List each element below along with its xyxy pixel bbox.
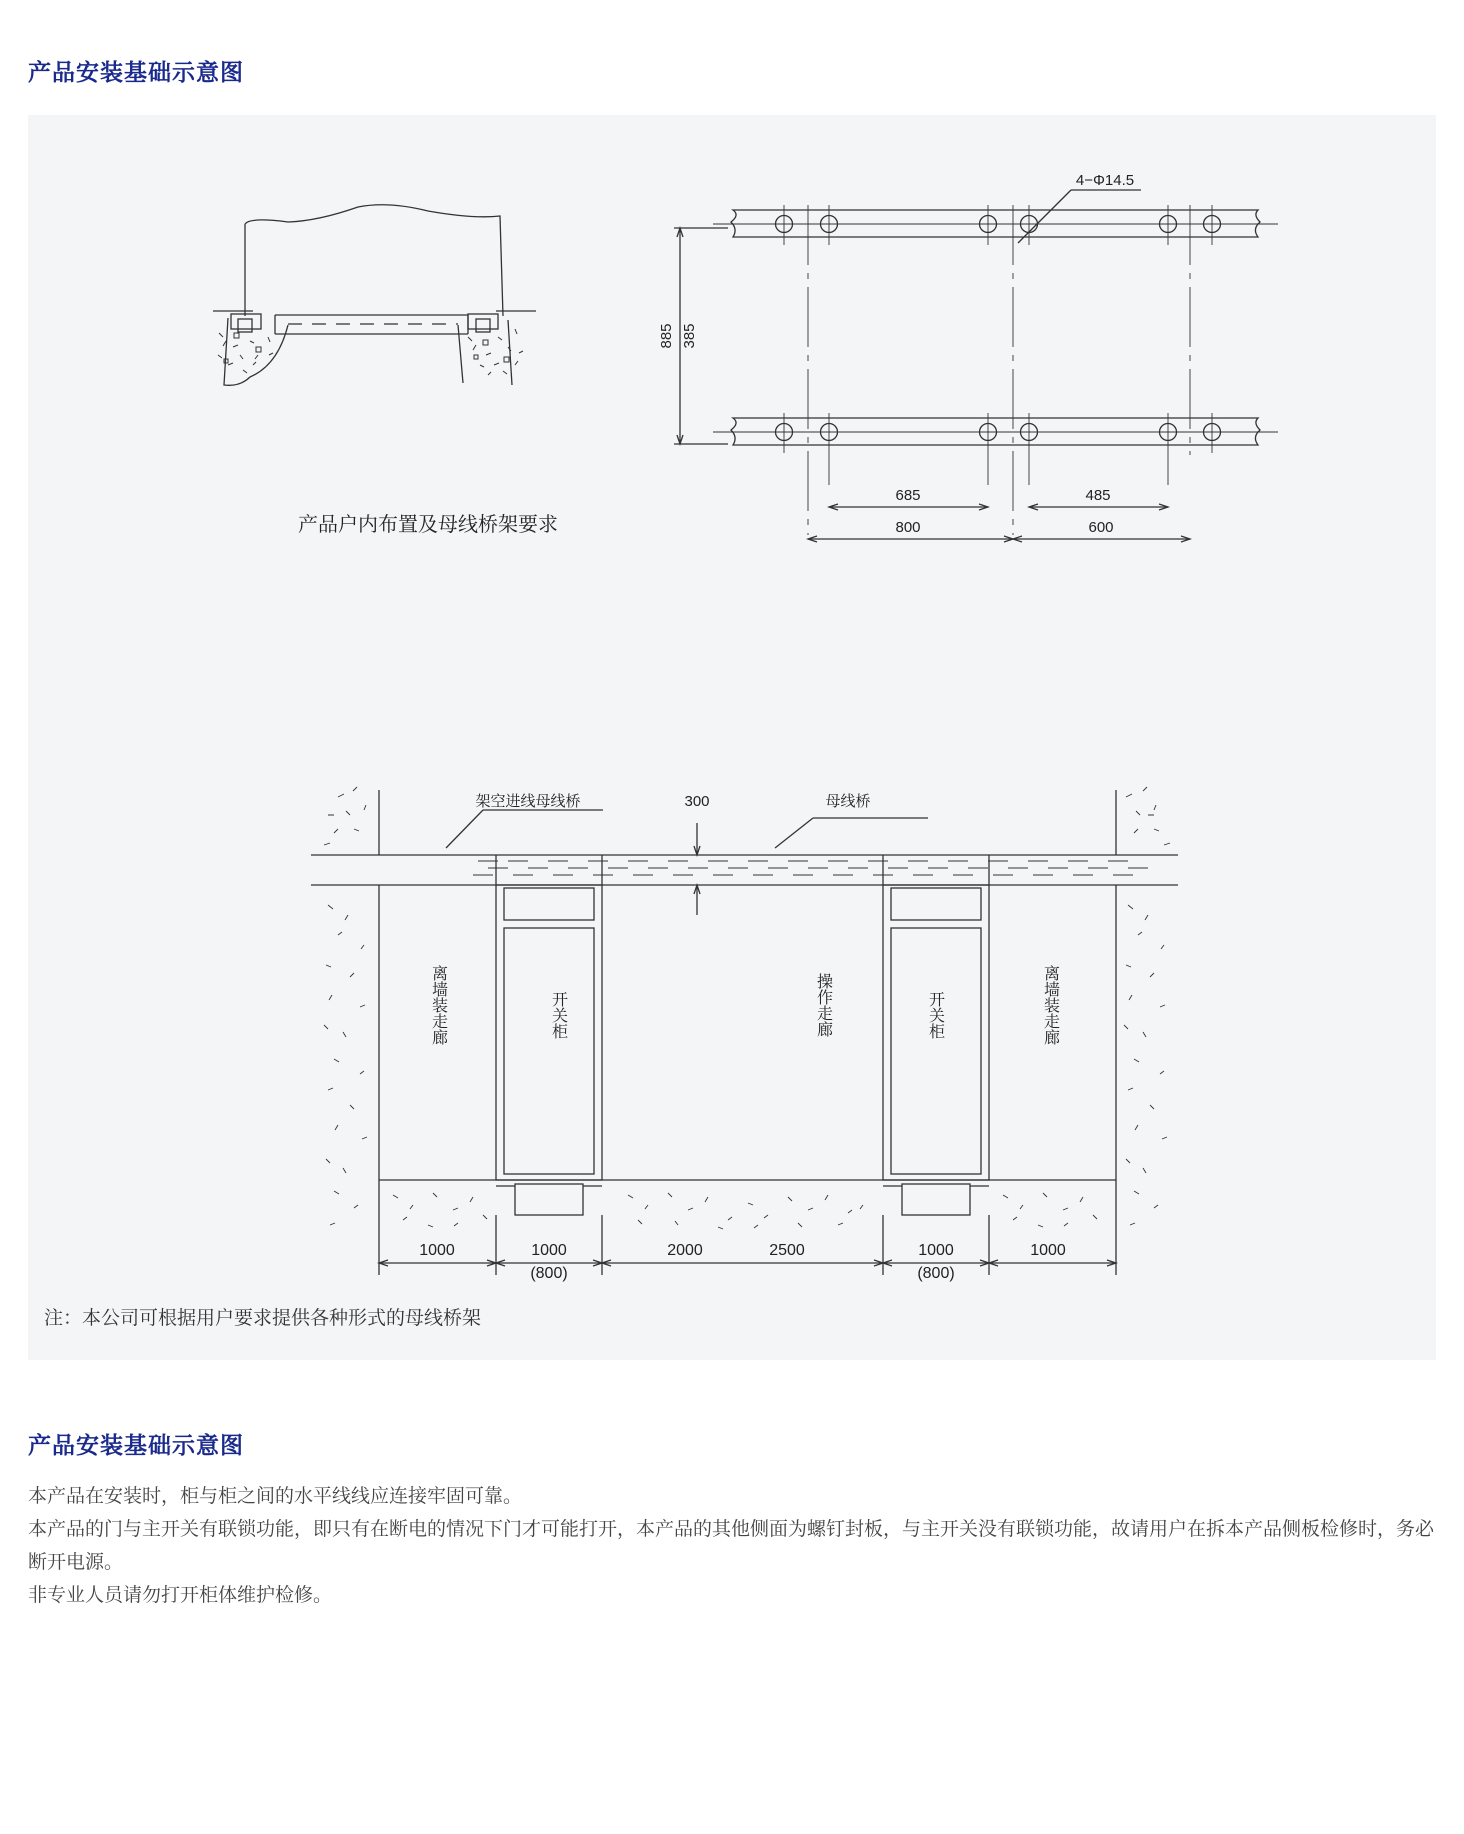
diagram-panel <box>28 115 1436 1360</box>
hole-spec-label: 4−Φ14.5 <box>1075 172 1135 189</box>
dim-bottom-2-alt: (800) <box>530 1265 568 1282</box>
section-title-2: 产品安装基础示意图 <box>28 1432 244 1458</box>
busbar-bridge-label: 母线桥 <box>825 793 871 810</box>
dim-685: 685 <box>895 487 921 504</box>
dim-300: 300 <box>684 793 710 810</box>
operation-corridor: 操作走廊 <box>814 973 832 1037</box>
overhead-bridge-label: 架空进线母线桥 <box>475 793 581 810</box>
dim-bottom-2: 1000 <box>531 1242 567 1259</box>
dim-600: 600 <box>1088 519 1114 536</box>
dim-800: 800 <box>895 519 921 536</box>
dim-bottom-5-alt: (800) <box>917 1265 955 1282</box>
diagram1-caption: 产品户内布置及母线桥架要求 <box>298 514 558 536</box>
section-title-1: 产品安装基础示意图 <box>28 59 244 85</box>
installation-notes <box>28 1480 1438 1612</box>
gravel-hatch-right <box>468 329 523 375</box>
dim-bottom-4: 2500 <box>769 1242 805 1259</box>
wall-corridor-right: 离墙装走廊 <box>1041 965 1059 1045</box>
dim-bottom-6: 1000 <box>1030 1242 1066 1259</box>
installation-diagrams <box>28 115 1436 1360</box>
dim-bottom-1: 1000 <box>419 1242 455 1259</box>
busbar-rails-plan <box>674 190 1278 542</box>
wall-corridor-left: 离墙装走廊 <box>429 965 447 1045</box>
paragraph-2: 本产品的门与主开关有联锁功能，即只有在断电的情况下门才可能打开，本产品的其他侧面为螺钉封板，与主开关没有联锁功能，故请用户在拆本产品侧板检修时，务必断开电源。 <box>28 1519 1435 1573</box>
dim-bottom-3: 2000 <box>667 1242 703 1259</box>
diagram-note: 注：本公司可根据用户要求提供各种形式的母线桥架 <box>44 1308 482 1329</box>
switch-cabinet-right: 开关柜 <box>926 991 944 1039</box>
cabinet-foundation-drawing <box>213 205 536 386</box>
dim-385: 385 <box>681 323 698 349</box>
paragraph-3: 非专业人员请勿打开柜体维护检修。 <box>28 1585 333 1606</box>
switch-cabinet-left: 开关柜 <box>549 991 567 1039</box>
paragraph-1: 本产品在安装时，柜与柜之间的水平线线应连接牢固可靠。 <box>28 1486 523 1507</box>
dim-885: 885 <box>658 323 675 349</box>
dim-bottom-5: 1000 <box>918 1242 954 1259</box>
dim-485: 485 <box>1085 487 1111 504</box>
